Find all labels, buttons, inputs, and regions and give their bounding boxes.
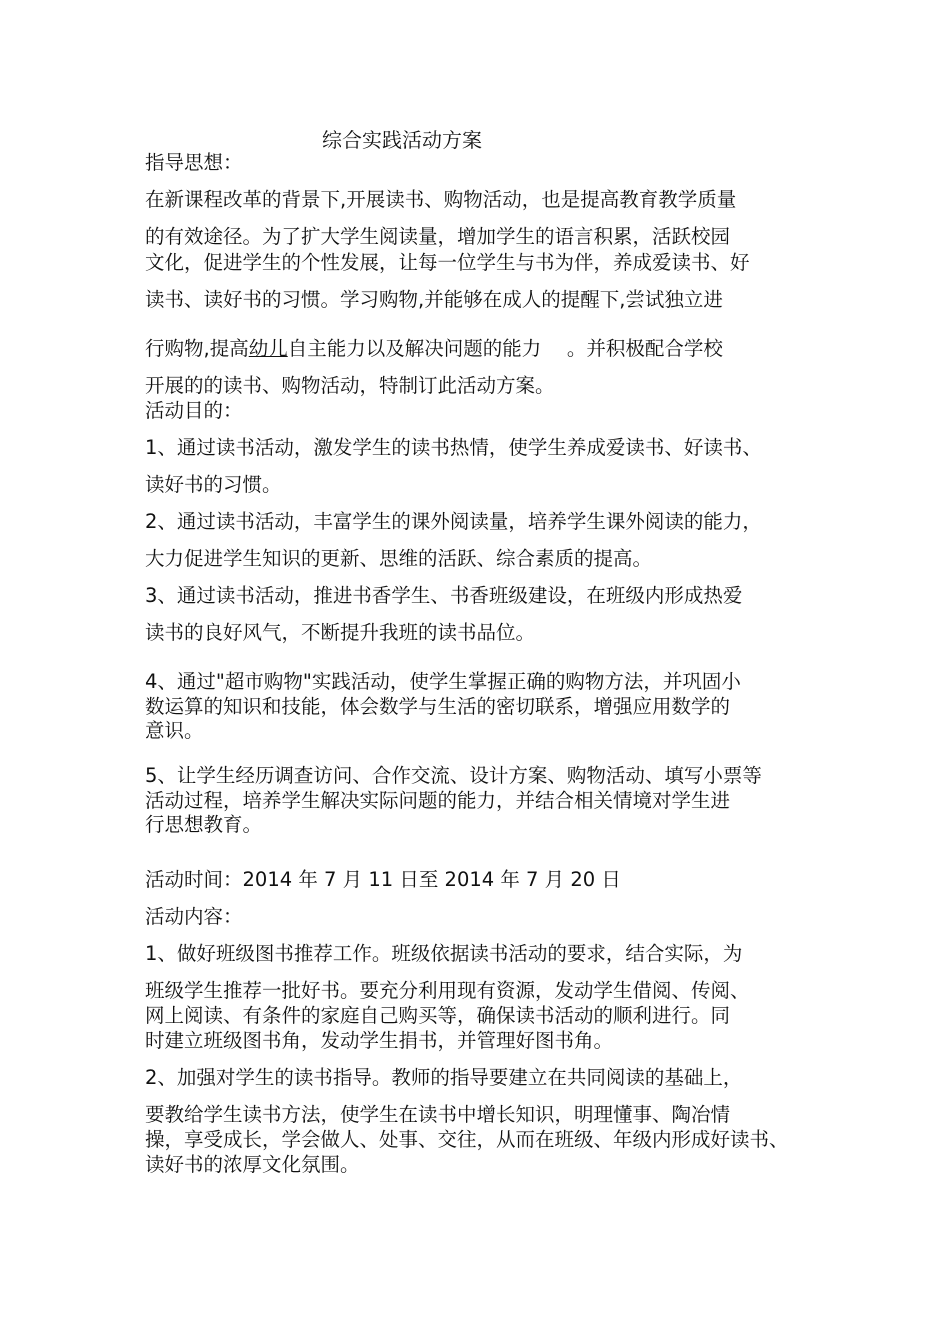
text-line: 5、让学生经历调查访问、合作交流、设计方案、购物活动、填写小票等 <box>145 764 762 787</box>
text-line: 4、通过"超市购物"实践活动，使学生掌握正确的购物方法，并巩固小 <box>145 670 741 693</box>
text-line: 数运算的知识和技能，体会数学与生活的密切联系，增强应用数学的 <box>145 695 731 718</box>
text-line <box>145 339 723 359</box>
text-segment: 行购物,提高 <box>145 337 249 360</box>
text-line: 读书的良好风气，不断提升我班的读书品位。 <box>145 621 536 644</box>
text-line: 文化，促进学生的个性发展，让每一位学生与书为伴，养成爱读书、好 <box>145 251 750 274</box>
text-line: 1、通过读书活动，激发学生的读书热情，使学生养成爱读书、好读书、 <box>145 436 762 459</box>
text-line: 活动过程，培养学生解决实际问题的能力，并结合相关情境对学生进 <box>145 789 731 812</box>
text-line: 在新课程改革的背景下,开展读书、购物活动，也是提高教育教学质量 <box>145 188 737 211</box>
text-line: 大力促进学生知识的更新、思维的活跃、综合素质的提高。 <box>145 547 653 570</box>
text-line: 要教给学生读书方法，使学生在读书中增长知识，明理懂事、陶冶情 <box>145 1103 731 1126</box>
text-line: 读好书的习惯。 <box>145 473 282 496</box>
text-line: 读书、读好书的习惯。学习购物,并能够在成人的提醒下,尝试独立进 <box>145 288 723 311</box>
text-line: 意识。 <box>145 719 204 742</box>
text-line: 的有效途径。为了扩大学生阅读量，增加学生的语言积累，活跃校园 <box>145 225 731 248</box>
text-line: 行思想教育。 <box>145 813 263 836</box>
text-line: 时建立班级图书角，发动学生捐书，并管理好图书角。 <box>145 1029 614 1052</box>
text-line: 操，享受成长，学会做人、处事、交往，从而在班级、年级内形成好读书、 <box>145 1128 789 1151</box>
document-title: 综合实践活动方案 <box>322 128 482 152</box>
text-line: 3、通过读书活动，推进书香学生、书香班级建设，在班级内形成热爱 <box>145 584 743 607</box>
underlined-word: 幼儿 <box>248 337 288 360</box>
text-line: 活动内容： <box>145 905 243 928</box>
text-line: 活动时间：2014 年 7 月 11 日至 2014 年 7 月 20 日 <box>145 868 621 891</box>
text-line: 读好书的浓厚文化氛围。 <box>145 1153 360 1176</box>
text-line: 班级学生推荐一批好书。要充分利用现有资源，发动学生借阅、传阅、 <box>145 979 750 1002</box>
text-line: 活动目的： <box>145 399 243 422</box>
text-line: 开展的的读书、购物活动，特制订此活动方案。 <box>145 374 555 397</box>
text-line: 1、做好班级图书推荐工作。班级依据读书活动的要求，结合实际，为 <box>145 942 743 965</box>
text-line: 网上阅读、有条件的家庭自己购买等，确保读书活动的顺利进行。同 <box>145 1004 731 1027</box>
text-line: 2、通过读书活动，丰富学生的课外阅读量，培养学生课外阅读的能力， <box>145 510 762 533</box>
text-line: 指导思想： <box>145 151 243 174</box>
text-segment: 自主能力以及解决问题的能力 。并积极配合学校 <box>287 337 723 360</box>
text-line: 2、加强对学生的读书指导。教师的指导要建立在共同阅读的基础上， <box>145 1066 743 1089</box>
